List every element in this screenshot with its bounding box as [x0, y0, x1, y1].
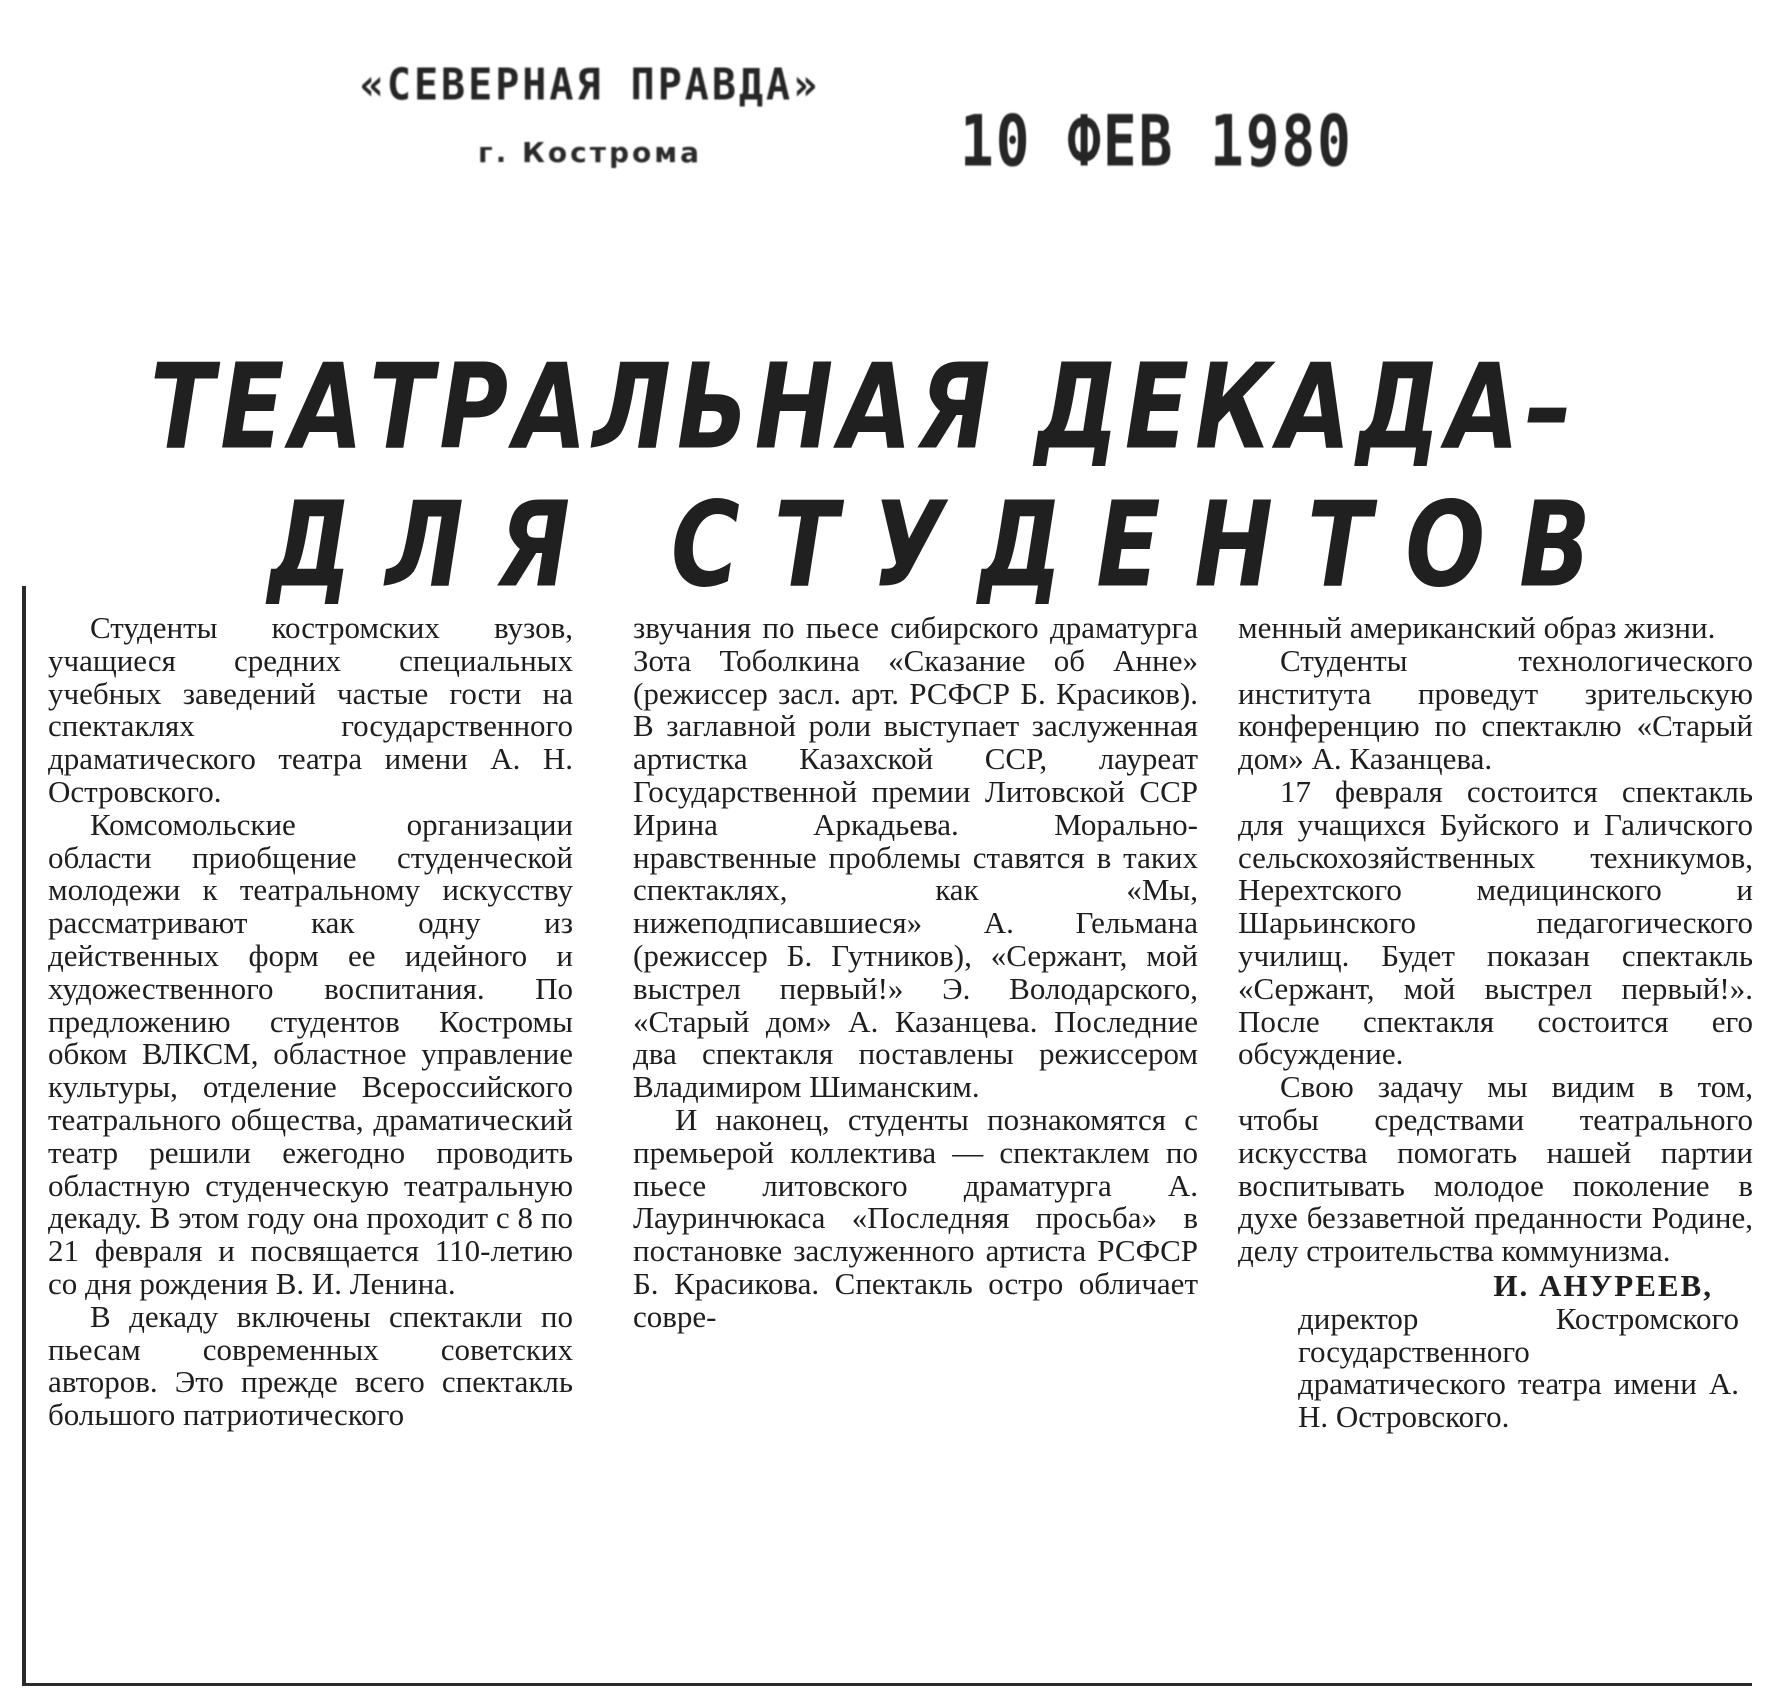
article-column-3 [1238, 612, 1753, 1434]
article-paragraph: И наконец, студенты познакомятся с премьерой коллектива — спектаклем по пьесе литовского драматурга А. Лауринчюкаса «Последняя просьба» в постановке заслуженного артиста РСФСР Б. Красикова. Спектакль остро обличает совре- [633, 1101, 1198, 1334]
article-signature [1238, 1267, 1753, 1435]
article-paragraph: 17 февраля состоится спектакль для учащихся Буйского и Галичского сельскохозяйственных техникумов, Нерехтского медицинского и Шарьинского педагогического училищ. Будет показан спектакль «Сержант, мой выстрел первый!». После спектакля состоится его обсуждение. [1238, 773, 1753, 1072]
article-paragraph: Студенты технологического института проведут зрительскую конференцию по спектаклю «Старый дом» А. Казанцева. [1238, 642, 1753, 777]
author-name: И. АНУРЕЕВ, [1493, 1267, 1713, 1303]
article-paragraph: менный американский образ жизни. [1238, 610, 1716, 645]
newspaper-source-stamp [330, 59, 850, 169]
article-paragraph: звучания по пьесе сибирского драматурга Зота Тоболкина «Сказание об Анне» (режиссер засл. арт. РСФСР Б. Красиков). В заглавной роли выступает заслуженная артистка Казахской ССР, лауреат Государственной премии Литовской ССР Ирина Аркадьева. Морально-нравственные проблемы ставятся в таких спектаклях, как «Мы, нижеподписавшиеся» А. Гельмана (режиссер Б. Гутников), «Сержант, мой выстрел первый!» Э. Володарского, «Старый дом» А. Казанцева. Последние два спектакля поставлены режиссером Владимиром Шиманским. [633, 610, 1198, 1105]
article-headline [150, 340, 1625, 615]
newspaper-name: «СЕВЕРНАЯ ПРАВДА» [359, 59, 821, 111]
date-stamp: 10 ФЕВ 1980 [960, 101, 1353, 184]
clipping-bottom-rule [22, 1683, 1752, 1686]
article-paragraph: Студенты костромских вузов, учащиеся средних специальных учебных заведений частые гости на спектаклях государственного драматического театра имени А. Н. Островского. [48, 610, 573, 809]
newspaper-city: г. Кострома [477, 136, 703, 169]
author-title: директор Костромского государственного драматического театра имени А. Н. Островского. [1298, 1300, 1739, 1435]
article-column-1 [48, 612, 573, 1432]
clipping-left-rule [22, 586, 26, 1686]
article-paragraph: Свою задачу мы видим в том, чтобы средствами театрального искусства помогать нашей партии воспитывать молодое поколение в духе беззаветной преданности Родине, делу строительства коммунизма. [1238, 1069, 1753, 1269]
article-paragraph: В декаду включены спектакли по пьесам современных советских авторов. Это прежде всего спектакль большого патриотического [48, 1298, 573, 1433]
article-column-2 [633, 612, 1198, 1334]
headline-line-2: ДЛЯ СТУДЕНТОВ [268, 478, 1625, 615]
headline-line-1: ТЕАТРАЛЬНАЯ ДЕКАДА– [150, 340, 1579, 477]
article-paragraph: Комсомольские организации области приобщение студенческой молодежи к театральному искусству рассматривают как одну из действенных форм ее идейного и художественного воспитания. По предложению студентов Костромы обком ВЛКСМ, областное управление культуры, отделение Всероссийского театрального общества, драматический театр решили ежегодно проводить областную студенческую театральную декаду. В этом году она проходит с 8 по 21 февраля и посвящается 110-летию со дня рождения В. И. Ленина. [48, 806, 573, 1301]
